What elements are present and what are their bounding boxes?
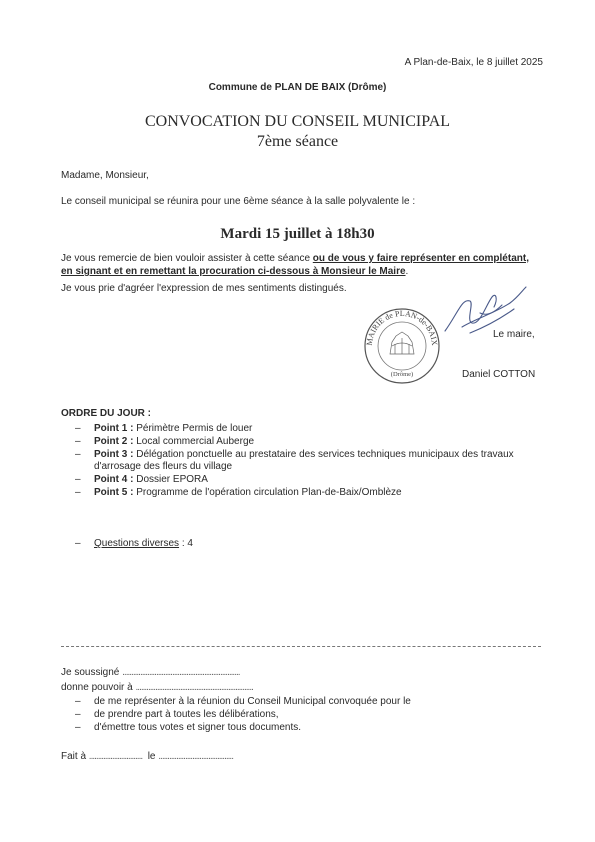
closing-paragraph: Je vous prie d'agréer l'expression de mes sentiments distingués. <box>61 283 347 294</box>
pouvoir-field[interactable]: .................................................................. <box>135 682 253 693</box>
title-line-2: 7ème séance <box>256 133 339 150</box>
agenda-item-text: Dossier EPORA <box>133 474 208 485</box>
agenda-item <box>61 449 546 473</box>
soussigne-field[interactable]: .................................................................. <box>122 667 240 678</box>
mayor-name: Daniel COTTON <box>462 369 536 380</box>
agenda-item-label: Point 5 : <box>94 487 134 498</box>
agenda-item <box>61 436 546 448</box>
fait-a-label: Fait à <box>61 751 89 762</box>
agenda-dash: – <box>75 487 81 498</box>
agenda-item-text: Programme de l'opération circulation Plan-de-Baix/Omblèze <box>133 487 402 498</box>
le-field[interactable]: .......................................... <box>158 751 233 762</box>
agenda-item-text: Périmètre Permis de louer <box>133 423 253 434</box>
proxy-item <box>61 695 411 708</box>
proxy-fait-a <box>61 751 233 762</box>
meeting-date: Mardi 15 juillet à 18h30 <box>220 226 375 242</box>
stamp-top-text: MAIRIE de PLAN-de-BAIX <box>364 308 440 346</box>
le-label: le <box>142 751 159 762</box>
stamp-bottom-text: (Drôme) <box>390 371 414 378</box>
proxy-pouvoir <box>61 682 253 693</box>
proxy-list <box>61 695 411 734</box>
agenda-dash: – <box>75 423 81 434</box>
commune-header: Commune de PLAN DE BAIX (Drôme) <box>208 82 387 93</box>
salutation: Madame, Monsieur, <box>61 170 149 181</box>
misc-value: : 4 <box>179 538 193 549</box>
mayor-title: Le maire, <box>493 329 535 340</box>
agenda-item-label: Point 4 : <box>94 474 134 485</box>
agenda-dash: – <box>75 474 81 485</box>
request-end: . <box>405 266 409 277</box>
title-line-1: CONVOCATION DU CONSEIL MUNICIPAL <box>144 113 451 130</box>
proxy-item-text: de prendre part à toutes les délibérations, <box>94 709 279 720</box>
agenda-item <box>61 487 546 499</box>
misc-dash: – <box>75 538 81 549</box>
pouvoir-label: donne pouvoir à <box>61 682 136 693</box>
agenda-item-text: Délégation ponctuelle au prestataire des services techniques municipaux des travaux d'arrosage des fleurs du village <box>94 449 514 472</box>
agenda-item <box>61 423 546 435</box>
soussigne-label: Je soussigné <box>61 667 123 678</box>
place-date: A Plan-de-Baix, le 8 juillet 2025 <box>404 57 543 68</box>
request-paragraph <box>61 252 541 278</box>
proxy-soussigne <box>61 667 240 678</box>
proxy-dash: – <box>75 696 81 707</box>
agenda-item <box>61 474 546 486</box>
proxy-dash: – <box>75 722 81 733</box>
agenda-item-label: Point 3 : <box>94 449 134 460</box>
misc-questions <box>61 538 193 549</box>
agenda-list <box>61 423 546 500</box>
misc-label: Questions diverses <box>94 538 180 549</box>
fait-a-field[interactable]: .............................. <box>88 751 143 762</box>
request-text: Je vous remercie de bien vouloir assister à cette séance <box>61 253 313 264</box>
proxy-dash: – <box>75 709 81 720</box>
agenda-item-text: Local commercial Auberge <box>133 436 255 447</box>
agenda-heading: ORDRE DU JOUR : <box>61 408 152 419</box>
intro-paragraph: Le conseil municipal se réunira pour une 6ème séance à la salle polyvalente le : <box>61 196 416 207</box>
proxy-item <box>61 721 411 734</box>
document-title <box>0 112 595 152</box>
cut-line <box>61 646 541 647</box>
proxy-item-text: d'émettre tous votes et signer tous documents. <box>94 722 302 733</box>
proxy-item-text: de me représenter à la réunion du Conseil Municipal convoquée pour le <box>94 696 411 707</box>
agenda-item-label: Point 1 : <box>94 423 134 434</box>
agenda-dash: – <box>75 436 81 447</box>
request-underlined: ou de vous y faire représenter en complétant, en signant et en remettant la procuration ci-dessous à Monsieur le Maire <box>61 253 529 277</box>
proxy-item <box>61 708 411 721</box>
agenda-dash: – <box>75 449 81 460</box>
agenda-item-label: Point 2 : <box>94 436 134 447</box>
town-hall-stamp <box>362 306 442 386</box>
